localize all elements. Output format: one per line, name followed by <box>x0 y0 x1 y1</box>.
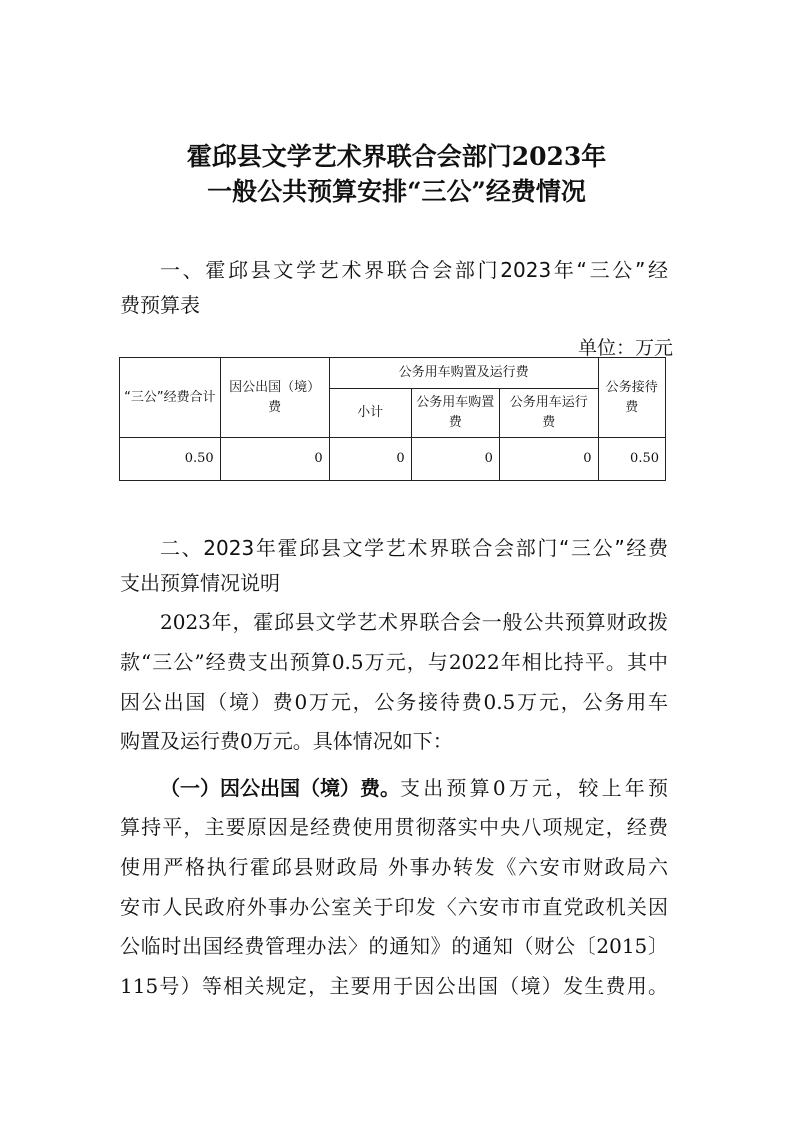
section1-heading-cont: 费预算表 <box>120 293 200 317</box>
para1-line: 2023年，霍邱县文学艺术界联合会一般公共预算财政拨 <box>160 610 668 634</box>
para2-line: 安市人民政府外事办公室关于印发〈六安市市直党政机关因 <box>120 895 668 919</box>
cell-operation: 0 <box>499 438 598 481</box>
section1-heading: 一、霍邱县文学艺术界联合会部门2023年“三公”经 <box>160 258 668 282</box>
para1-line: 款“三公”经费支出预算0.5万元，与2022年相比持平。其中 <box>120 650 668 674</box>
para2-lead: （一）因公出国（境）费。 <box>160 776 400 800</box>
unit-label: 单位：万元 <box>577 337 673 359</box>
header-vehicle: 公务用车购置及运行费 <box>329 358 598 389</box>
header-operation: 公务用车运行费 <box>499 389 598 438</box>
para2-line: 公临时出国经费管理办法〉的通知》的通知（财公〔2015〕 <box>120 934 668 958</box>
header-total: “三公”经费合计 <box>120 358 221 438</box>
header-subtotal: 小计 <box>329 389 411 438</box>
cell-total: 0.50 <box>120 438 221 481</box>
table-row <box>120 438 666 481</box>
header-reception: 公务接待费 <box>598 358 666 438</box>
section2-heading: 二、2023年霍邱县文学艺术界联合会部门“三公”经费 <box>160 536 668 560</box>
para2-line: 使用严格执行霍邱县财政局 外事办转发《六安市财政局六 <box>120 855 668 879</box>
header-abroad: 因公出国（境）费 <box>220 358 329 438</box>
doc-title-line2: 一般公共预算安排“三公”经费情况 <box>207 177 586 206</box>
para2-line: 115号）等相关规定，主要用于因公出国（境）发生费用。 <box>120 974 668 998</box>
cell-purchase: 0 <box>411 438 499 481</box>
para1-line: 购置及运行费0万元。具体情况如下： <box>120 729 453 753</box>
para2-first-line <box>160 776 668 800</box>
cell-subtotal: 0 <box>329 438 411 481</box>
section2-heading-cont: 支出预算情况说明 <box>120 571 280 595</box>
para2-line: 支出预算0万元，较上年预 <box>400 776 668 800</box>
para2-line: 算持平，主要原因是经费使用贯彻落实中央八项规定，经费 <box>120 815 668 839</box>
cell-abroad: 0 <box>220 438 329 481</box>
para1-line: 因公出国（境）费0万元，公务接待费0.5万元，公务用车 <box>120 690 668 714</box>
budget-table <box>119 357 666 481</box>
doc-title-line1: 霍邱县文学艺术界联合会部门2023年 <box>186 142 607 171</box>
header-purchase: 公务用车购置费 <box>411 389 499 438</box>
cell-reception: 0.50 <box>598 438 666 481</box>
